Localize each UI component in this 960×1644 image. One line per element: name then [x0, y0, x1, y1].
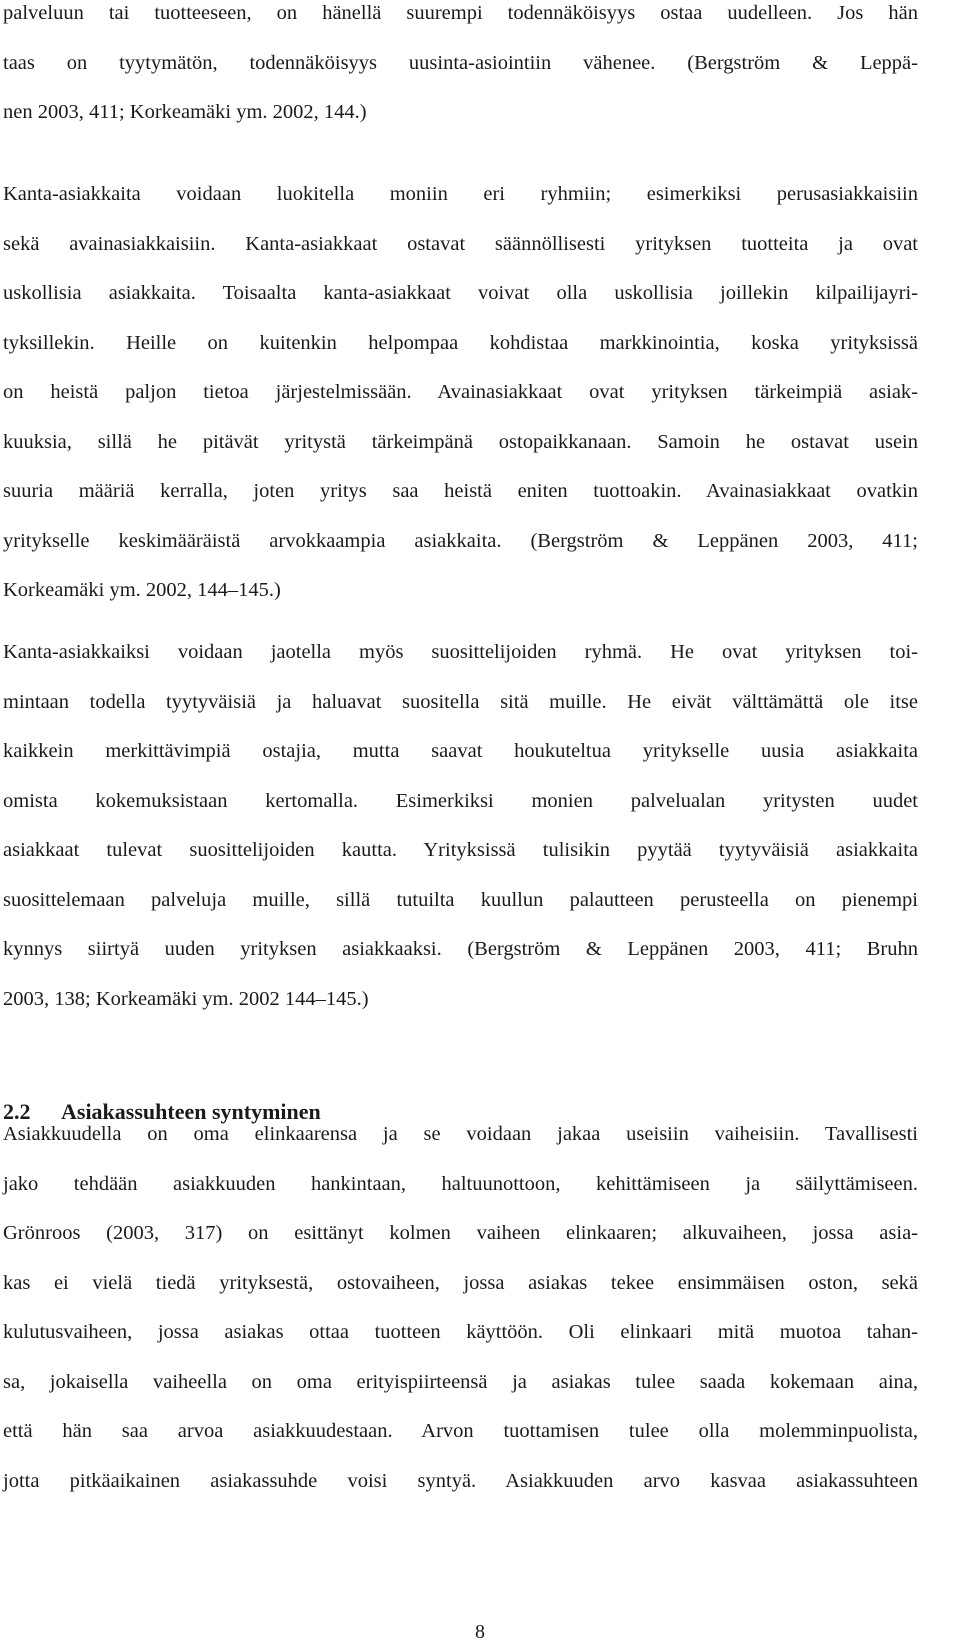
paragraph-1 — [3, 0, 918, 138]
paragraph-line: palveluun tai tuotteeseen, on hänellä suurempi todennäköisyys ostaa uudelleen. Jos hän — [3, 2, 918, 24]
paragraph-4 — [3, 1110, 918, 1506]
paragraph-line: tyksillekin. Heille on kuitenkin helpompaa kohdistaa markkinointia, koska yrityksissä — [3, 331, 918, 354]
paragraph-line: Kanta-asiakkaiksi voidaan jaotella myös suosittelijoiden ryhmä. He ovat yrityksen toi- — [3, 641, 918, 663]
paragraph-line: suuria määriä kerralla, joten yritys saa heistä eniten tuottoakin. Avainasiakkaat ovatkin — [3, 480, 918, 502]
section-number: 2.2 — [3, 1099, 31, 1124]
paragraph-line: omista kokemuksistaan kertomalla. Esimerkiksi monien palvelualan yritysten uudet — [3, 789, 918, 812]
paragraph-line: 2003, 138; Korkeamäki ym. 2002 144–145.) — [3, 987, 369, 1010]
paragraph-line: kas ei vielä tiedä yrityksestä, ostovaiheen, jossa asiakas tekee ensimmäisen oston, sekä — [3, 1271, 918, 1294]
paragraph-line: uskollisia asiakkaita. Toisaalta kanta-asiakkaat voivat olla uskollisia joillekin kilpailijayri- — [3, 282, 918, 304]
paragraph-line: kaikkein merkittävimpiä ostajia, mutta saavat houkuteltua yritykselle uusia asiakkaita — [3, 740, 918, 762]
paragraph-line: että hän saa arvoa asiakkuudestaan. Arvon tuottamisen tulee olla molemminpuolista, — [3, 1420, 918, 1442]
paragraph-2 — [3, 170, 918, 616]
paragraph-line: kulutusvaiheen, jossa asiakas ottaa tuotteen käyttöön. Oli elinkaari mitä muotoa tahan- — [3, 1321, 918, 1343]
paragraph-line: nen 2003, 411; Korkeamäki ym. 2002, 144.) — [3, 101, 367, 123]
paragraph-line: jotta pitkäaikainen asiakassuhde voisi syntyä. Asiakkuuden arvo kasvaa asiakassuhteen — [3, 1469, 918, 1492]
page-number: 8 — [475, 1621, 485, 1643]
paragraph-line: mintaan todella tyytyväisiä ja haluavat suositella sitä muille. He eivät välttämättä ole itse — [3, 690, 918, 713]
paragraph-line: on heistä paljon tietoa järjestelmissään. Avainasiakkaat ovat yrityksen tärkeimpiä asiak- — [3, 381, 918, 403]
paragraph-line: taas on tyytymätön, todennäköisyys uusinta-asiointiin vähenee. (Bergström & Leppä- — [3, 51, 918, 74]
section-title: Asiakassuhteen syntyminen — [61, 1099, 321, 1124]
paragraph-line: asiakkaat tulevat suosittelijoiden kautta. Yrityksissä tulisikin pyytää tyytyväisiä asiakkaita — [3, 839, 918, 861]
paragraph-line: kuuksia, sillä he pitävät yritystä tärkeimpänä ostopaikkanaan. Samoin he ostavat usein — [3, 430, 918, 453]
paragraph-line: Grönroos (2003, 317) on esittänyt kolmen vaiheen elinkaaren; alkuvaiheen, jossa asia- — [3, 1222, 918, 1244]
paragraph-line: kynnys siirtyä uuden yrityksen asiakkaaksi. (Bergström & Leppänen 2003, 411; Bruhn — [3, 938, 918, 960]
paragraph-line: suosittelemaan palveluja muille, sillä tutuilta kuullun palautteen perusteella on pienempi — [3, 888, 918, 911]
paragraph-3 — [3, 628, 918, 1024]
paragraph-line: Kanta-asiakkaita voidaan luokitella moniin eri ryhmiin; esimerkiksi perusasiakkaisiin — [3, 183, 918, 205]
paragraph-line: Asiakkuudella on oma elinkaarensa ja se voidaan jakaa useisiin vaiheisiin. Tavallisesti — [3, 1123, 918, 1145]
paragraph-line: sa, jokaisella vaiheella on oma erityispiirteensä ja asiakas tulee saada kokemaan aina, — [3, 1370, 918, 1393]
paragraph-line: jako tehdään asiakkuuden hankintaan, haltuunottoon, kehittämiseen ja säilyttämiseen. — [3, 1172, 918, 1195]
paragraph-line: yritykselle keskimääräistä arvokkaampia asiakkaita. (Bergström & Leppänen 2003, 411; — [3, 529, 918, 552]
paragraph-line: sekä avainasiakkaisiin. Kanta-asiakkaat ostavat säännöllisesti yrityksen tuotteita ja ovat — [3, 232, 918, 255]
paragraph-line: Korkeamäki ym. 2002, 144–145.) — [3, 579, 281, 601]
